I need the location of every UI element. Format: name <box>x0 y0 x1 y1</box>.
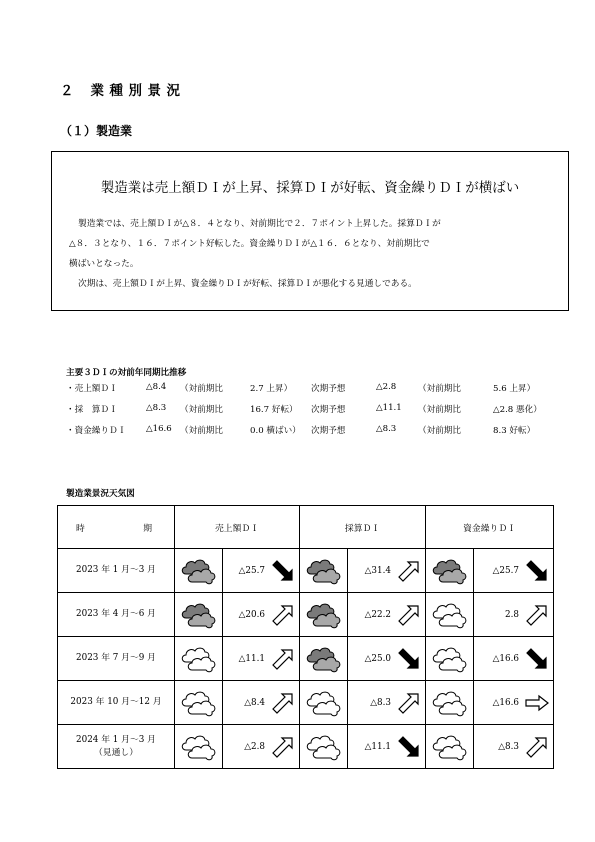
di-value: △25.7 <box>238 565 265 576</box>
period-cell <box>58 725 175 769</box>
weather-cell <box>426 637 474 681</box>
di-value: △20.6 <box>238 609 265 620</box>
weather-cell <box>426 549 474 593</box>
header-period <box>58 506 175 549</box>
di-value: △22.2 <box>364 609 392 620</box>
arrow-up-right-icon <box>525 603 549 627</box>
di-value: △8.4 <box>244 697 265 708</box>
trend-next-change: 8.3 好転） <box>493 426 536 436</box>
header-period-b: 期 <box>143 524 152 534</box>
trend-change: 16.7 好転） <box>250 405 298 415</box>
value-cell <box>223 593 300 637</box>
trend-value: △8.4 <box>146 382 167 392</box>
weather-cell <box>300 637 348 681</box>
trend-next-change: △2.8 悪化） <box>493 405 542 415</box>
di-value: △2.8 <box>244 741 265 752</box>
cloud-icon <box>180 644 218 674</box>
arrow-up-right-icon <box>271 735 295 759</box>
weather-cell <box>175 549 223 593</box>
weather-table-title: 製造業景況天気図 <box>66 489 135 499</box>
summary-paragraph-2 <box>69 274 560 294</box>
period-label: 2023 年 4 月～6 月 <box>76 609 156 619</box>
value-cell <box>474 549 554 593</box>
period-label: 2023 年 7 月～9 月 <box>76 653 156 663</box>
period-label: （見通し） <box>94 747 138 758</box>
table-header-row <box>58 506 554 549</box>
arrow-up-right-icon <box>525 735 549 759</box>
trend-compare: （対前期比 <box>180 426 223 436</box>
header-sales: 売上額ＤＩ <box>175 506 300 549</box>
trend-next-value: △11.1 <box>376 403 402 413</box>
trend-next-compare: （対前期比 <box>418 405 461 415</box>
table-row <box>58 637 554 681</box>
arrow-down-right-icon <box>271 559 295 583</box>
table-row <box>58 725 554 769</box>
weather-cell <box>426 681 474 725</box>
cloud-icon <box>431 732 469 762</box>
cloud-icon <box>305 732 343 762</box>
value-cell <box>348 637 426 681</box>
weather-cell <box>300 593 348 637</box>
period-label: 2024 年 1 月～3 月 <box>76 734 156 745</box>
arrow-up-right-icon <box>397 559 421 583</box>
arrow-down-right-icon <box>397 735 421 759</box>
arrow-up-right-icon <box>397 691 421 715</box>
trend-name: ・売上額ＤＩ <box>66 384 118 394</box>
table-row <box>58 593 554 637</box>
value-cell <box>474 681 554 725</box>
period-label: 2023 年 1 月～3 月 <box>76 565 156 575</box>
arrow-up-right-icon <box>397 603 421 627</box>
di-value: △16.6 <box>492 697 520 708</box>
value-cell <box>348 725 426 769</box>
cloud-icon <box>180 688 218 718</box>
arrow-down-right-icon <box>397 647 421 671</box>
trend-next-value: △8.3 <box>376 424 397 434</box>
weather-cell <box>300 681 348 725</box>
summary-headline: 製造業は売上額ＤＩが上昇、採算ＤＩが好転、資金繰りＤＩが横ばい <box>100 180 520 196</box>
di-value: △8.3 <box>498 741 520 752</box>
trend-next-compare: （対前期比 <box>418 426 461 436</box>
paragraph-line: 横ばいとなった。 <box>69 259 139 269</box>
subsection-title: （１）製造業 <box>60 124 133 138</box>
value-cell <box>223 637 300 681</box>
arrow-up-right-icon <box>271 647 295 671</box>
trend-next-label: 次期予想 <box>311 405 346 415</box>
trend-value: △16.6 <box>146 424 172 434</box>
weather-cell <box>300 725 348 769</box>
trend-next-label: 次期予想 <box>311 384 346 394</box>
di-value: △25.7 <box>492 565 520 576</box>
trend-next-change: 5.6 上昇） <box>493 384 536 394</box>
section-title: 業種別景況 <box>90 83 186 99</box>
di-value: △11.1 <box>364 741 392 752</box>
weather-cell <box>175 725 223 769</box>
trend-title: 主要３ＤＩの対前年同期比推移 <box>66 368 187 378</box>
section-heading <box>60 79 186 99</box>
trend-name: ・採 算ＤＩ <box>66 405 118 415</box>
section-number: ２ <box>60 83 75 99</box>
paragraph-line: △８．３となり、１６．７ポイント好転した。資金繰りＤＩが△１６．６となり、対前期比で <box>69 239 430 249</box>
weather-cell <box>426 725 474 769</box>
period-cell <box>58 681 175 725</box>
dark-cloud-icon <box>305 600 343 630</box>
weather-cell <box>175 593 223 637</box>
header-profit: 採算ＤＩ <box>300 506 426 549</box>
value-cell <box>474 725 554 769</box>
dark-cloud-icon <box>431 556 469 586</box>
summary-box <box>51 151 569 311</box>
trend-change: 0.0 横ばい） <box>250 426 301 436</box>
trend-next-value: △2.8 <box>376 382 397 392</box>
arrow-down-right-icon <box>525 647 549 671</box>
value-cell <box>223 725 300 769</box>
di-value: △31.4 <box>364 565 392 576</box>
trend-next-compare: （対前期比 <box>418 384 461 394</box>
di-value: 2.8 <box>505 609 520 620</box>
cloud-icon <box>180 732 218 762</box>
value-cell <box>474 593 554 637</box>
trend-compare: （対前期比 <box>180 405 223 415</box>
cloud-icon <box>431 600 469 630</box>
dark-cloud-icon <box>180 600 218 630</box>
value-cell <box>348 593 426 637</box>
cloud-icon <box>431 688 469 718</box>
table-row <box>58 549 554 593</box>
value-cell <box>223 681 300 725</box>
period-cell <box>58 549 175 593</box>
dark-cloud-icon <box>305 556 343 586</box>
trend-value: △8.3 <box>146 403 167 413</box>
trend-change: 2.7 上昇） <box>250 384 293 394</box>
header-funds: 資金繰りＤＩ <box>426 506 554 549</box>
period-cell <box>58 593 175 637</box>
cloud-icon <box>305 688 343 718</box>
summary-paragraph-1 <box>69 214 560 274</box>
trend-next-label: 次期予想 <box>311 426 346 436</box>
arrow-up-right-icon <box>271 603 295 627</box>
weather-cell <box>175 681 223 725</box>
weather-cell <box>426 593 474 637</box>
paragraph-line: 次期は、売上額ＤＩが上昇、資金繰りＤＩが好転、採算ＤＩが悪化する見通しである。 <box>78 279 417 289</box>
trend-name: ・資金繰りＤＩ <box>66 426 127 436</box>
arrow-right-icon <box>525 691 549 715</box>
period-label: 2023 年 10 月～12 月 <box>70 697 162 707</box>
weather-cell <box>175 637 223 681</box>
dark-cloud-icon <box>305 644 343 674</box>
value-cell <box>223 549 300 593</box>
period-cell <box>58 637 175 681</box>
header-period-a: 時 <box>76 524 85 534</box>
paragraph-line: 製造業では、売上額ＤＩが△８．４となり、対前期比で２．７ポイント上昇した。採算ＤＩが <box>78 219 441 229</box>
dark-cloud-icon <box>180 556 218 586</box>
di-value: △8.3 <box>370 697 392 708</box>
value-cell <box>474 637 554 681</box>
weather-cell <box>300 549 348 593</box>
di-value: △25.0 <box>364 653 392 664</box>
table-row <box>58 681 554 725</box>
di-value: △11.1 <box>238 653 265 664</box>
weather-table <box>57 505 554 769</box>
cloud-icon <box>431 644 469 674</box>
trend-compare: （対前期比 <box>180 384 223 394</box>
value-cell <box>348 681 426 725</box>
arrow-down-right-icon <box>525 559 549 583</box>
di-value: △16.6 <box>492 653 520 664</box>
value-cell <box>348 549 426 593</box>
arrow-up-right-icon <box>271 691 295 715</box>
